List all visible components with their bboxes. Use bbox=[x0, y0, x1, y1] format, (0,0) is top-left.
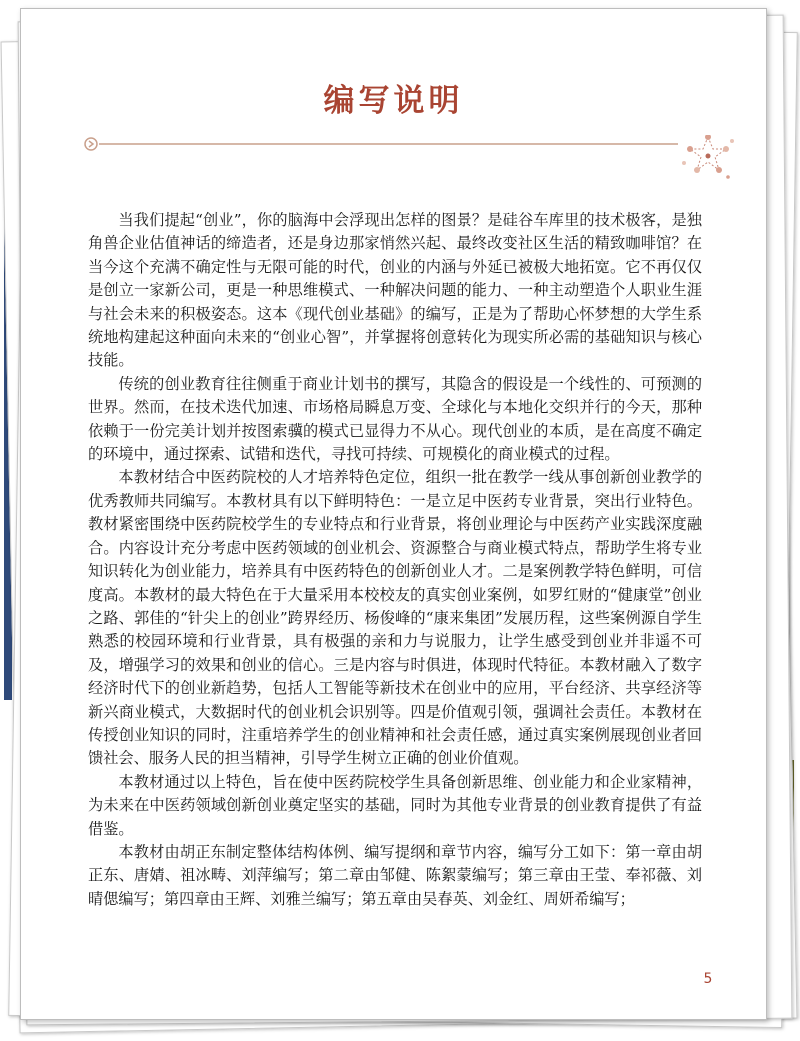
document-page bbox=[20, 8, 767, 1020]
paragraph: 本教材结合中医药院校的人才培养特色定位，组织一批在教学一线从事创新创业教学的优秀教师共同编写。本教材具有以下鲜明特色：一是立足中医药专业背景，突出行业特色。教材紧密围绕中医药院校学生的专业特点和行业背景，将创业理论与中医药产业实践深度融合。内容设计充分考虑中医药领域的创业机会、资源整合与商业模式特点，帮助学生将专业知识转化为创业能力，培养具有中医药特色的创新创业人才。二是案例教学特色鲜明，可信度高。本教材的最大特色在于大量采用本校校友的真实创业案例，如罗红财的“健康堂”创业之路、郭佳的“针尖上的创业”跨界经历、杨俊峰的“康来集团”发展历程，这些案例源自学生熟悉的校园环境和行业背景，具有极强的亲和力与说服力，让学生感受到创业并非遥不可及，增强学习的效果和创业的信心。三是内容与时俱进，体现时代特征。本教材融入了数字经济时代下的创业新趋势，包括人工智能等新技术在创业中的应用，平台经济、共享经济等新兴商业模式，大数据时代的创业机会识别等。四是价值观引领，强调社会责任。本教材在传授创业知识的同时，注重培养学生的创业精神和社会责任感，通过真实案例展现创业者回馈社会、服务人民的担当精神，引导学生树立正确的创业价值观。 bbox=[88, 468, 702, 768]
arrow-circle-icon bbox=[85, 138, 97, 150]
page-title: 编写说明 bbox=[323, 83, 464, 119]
paragraph: 传统的创业教育往往侧重于商业计划书的撰写，其隐含的假设是一个线性的、可预测的世界。然而，在技术迭代加速、市场格局瞬息万变、全球化与本地化交织并行的今天，那种依赖于一份完美计划并按图索骥的模式已显得力不从心。现代创业的本质，是在高度不确定的环境中，通过探索、试错和迭代，寻找可持续、可规模化的商业模式的过程。 bbox=[88, 374, 702, 464]
paragraph: 当我们提起“创业”，你的脑海中会浮现出怎样的图景？是硅谷车库里的技术极客，是独角兽企业估值神话的缔造者，还是身边那家悄然兴起、最终改变社区生活的精致咖啡馆？在当今这个充满不确定性与无限可能的时代，创业的内涵与外延已被极大地拓宽。它不再仅仅是创立一家新公司，更是一种思维模式、一种解决问题的能力、一种主动塑造个人职业生涯与社会未来的积极姿态。这本《现代创业基础》的编写，正是为了帮助心怀梦想的大学生系统地构建起这种面向未来的“创业心智”，并掌握将创意转化为现实所必需的基础知识与核心技能。 bbox=[88, 211, 702, 370]
body-text bbox=[88, 209, 702, 911]
star-ornament-icon bbox=[682, 135, 734, 179]
paragraph: 本教材由胡正东制定整体结构体例、编写提纲和章节内容，编写分工如下：第一章由胡正东、唐婧、祖冰畴、刘萍编写；第二章由邹健、陈絮蒙编写；第三章由王莹、奉祁薇、刘晴偲编写；第四章由王辉、刘雅兰编写；第五章由吴春英、刘金红、周妍希编写； bbox=[88, 842, 702, 908]
paragraph: 本教材通过以上特色，旨在使中医药院校学生具备创新思维、创业能力和企业家精神，为未来在中医药领域创新创业奠定坚实的基础，同时为其他专业背景的创业教育提供了有益借鉴。 bbox=[88, 772, 702, 838]
page-number: 5 bbox=[703, 971, 713, 987]
title-divider bbox=[83, 135, 743, 195]
